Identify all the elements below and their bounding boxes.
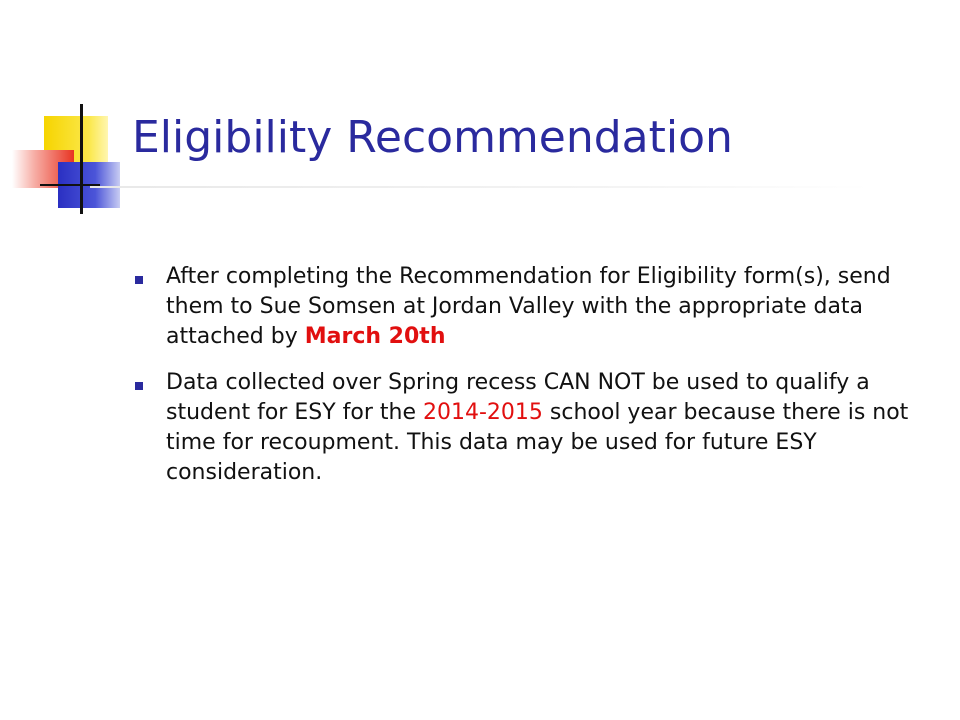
bullet-item	[132, 262, 922, 352]
slide-title: Eligibility Recommendation	[132, 112, 733, 163]
deadline-highlight: March 20th	[304, 324, 446, 349]
bullet-text: After completing the Recommendation for Eligibility form(s), send them to Sue Somsen at Jordan Valley with the appropriate data attached by	[166, 264, 891, 349]
bullet-item	[132, 368, 922, 488]
title-underline	[90, 186, 870, 188]
square-bullet-icon	[135, 276, 143, 284]
bullet-text: Data collected over Spring recess CAN NOT be used to qualify a student for ESY for the	[166, 370, 870, 425]
bullet-list	[132, 262, 922, 504]
logo-vertical-line	[80, 104, 83, 214]
square-bullet-icon	[135, 382, 143, 390]
bullet-text-tail: school year because there is not time for recoupment. This data may be used for future ESY consideration.	[166, 400, 909, 485]
school-year-highlight: 2014-2015	[422, 400, 543, 425]
